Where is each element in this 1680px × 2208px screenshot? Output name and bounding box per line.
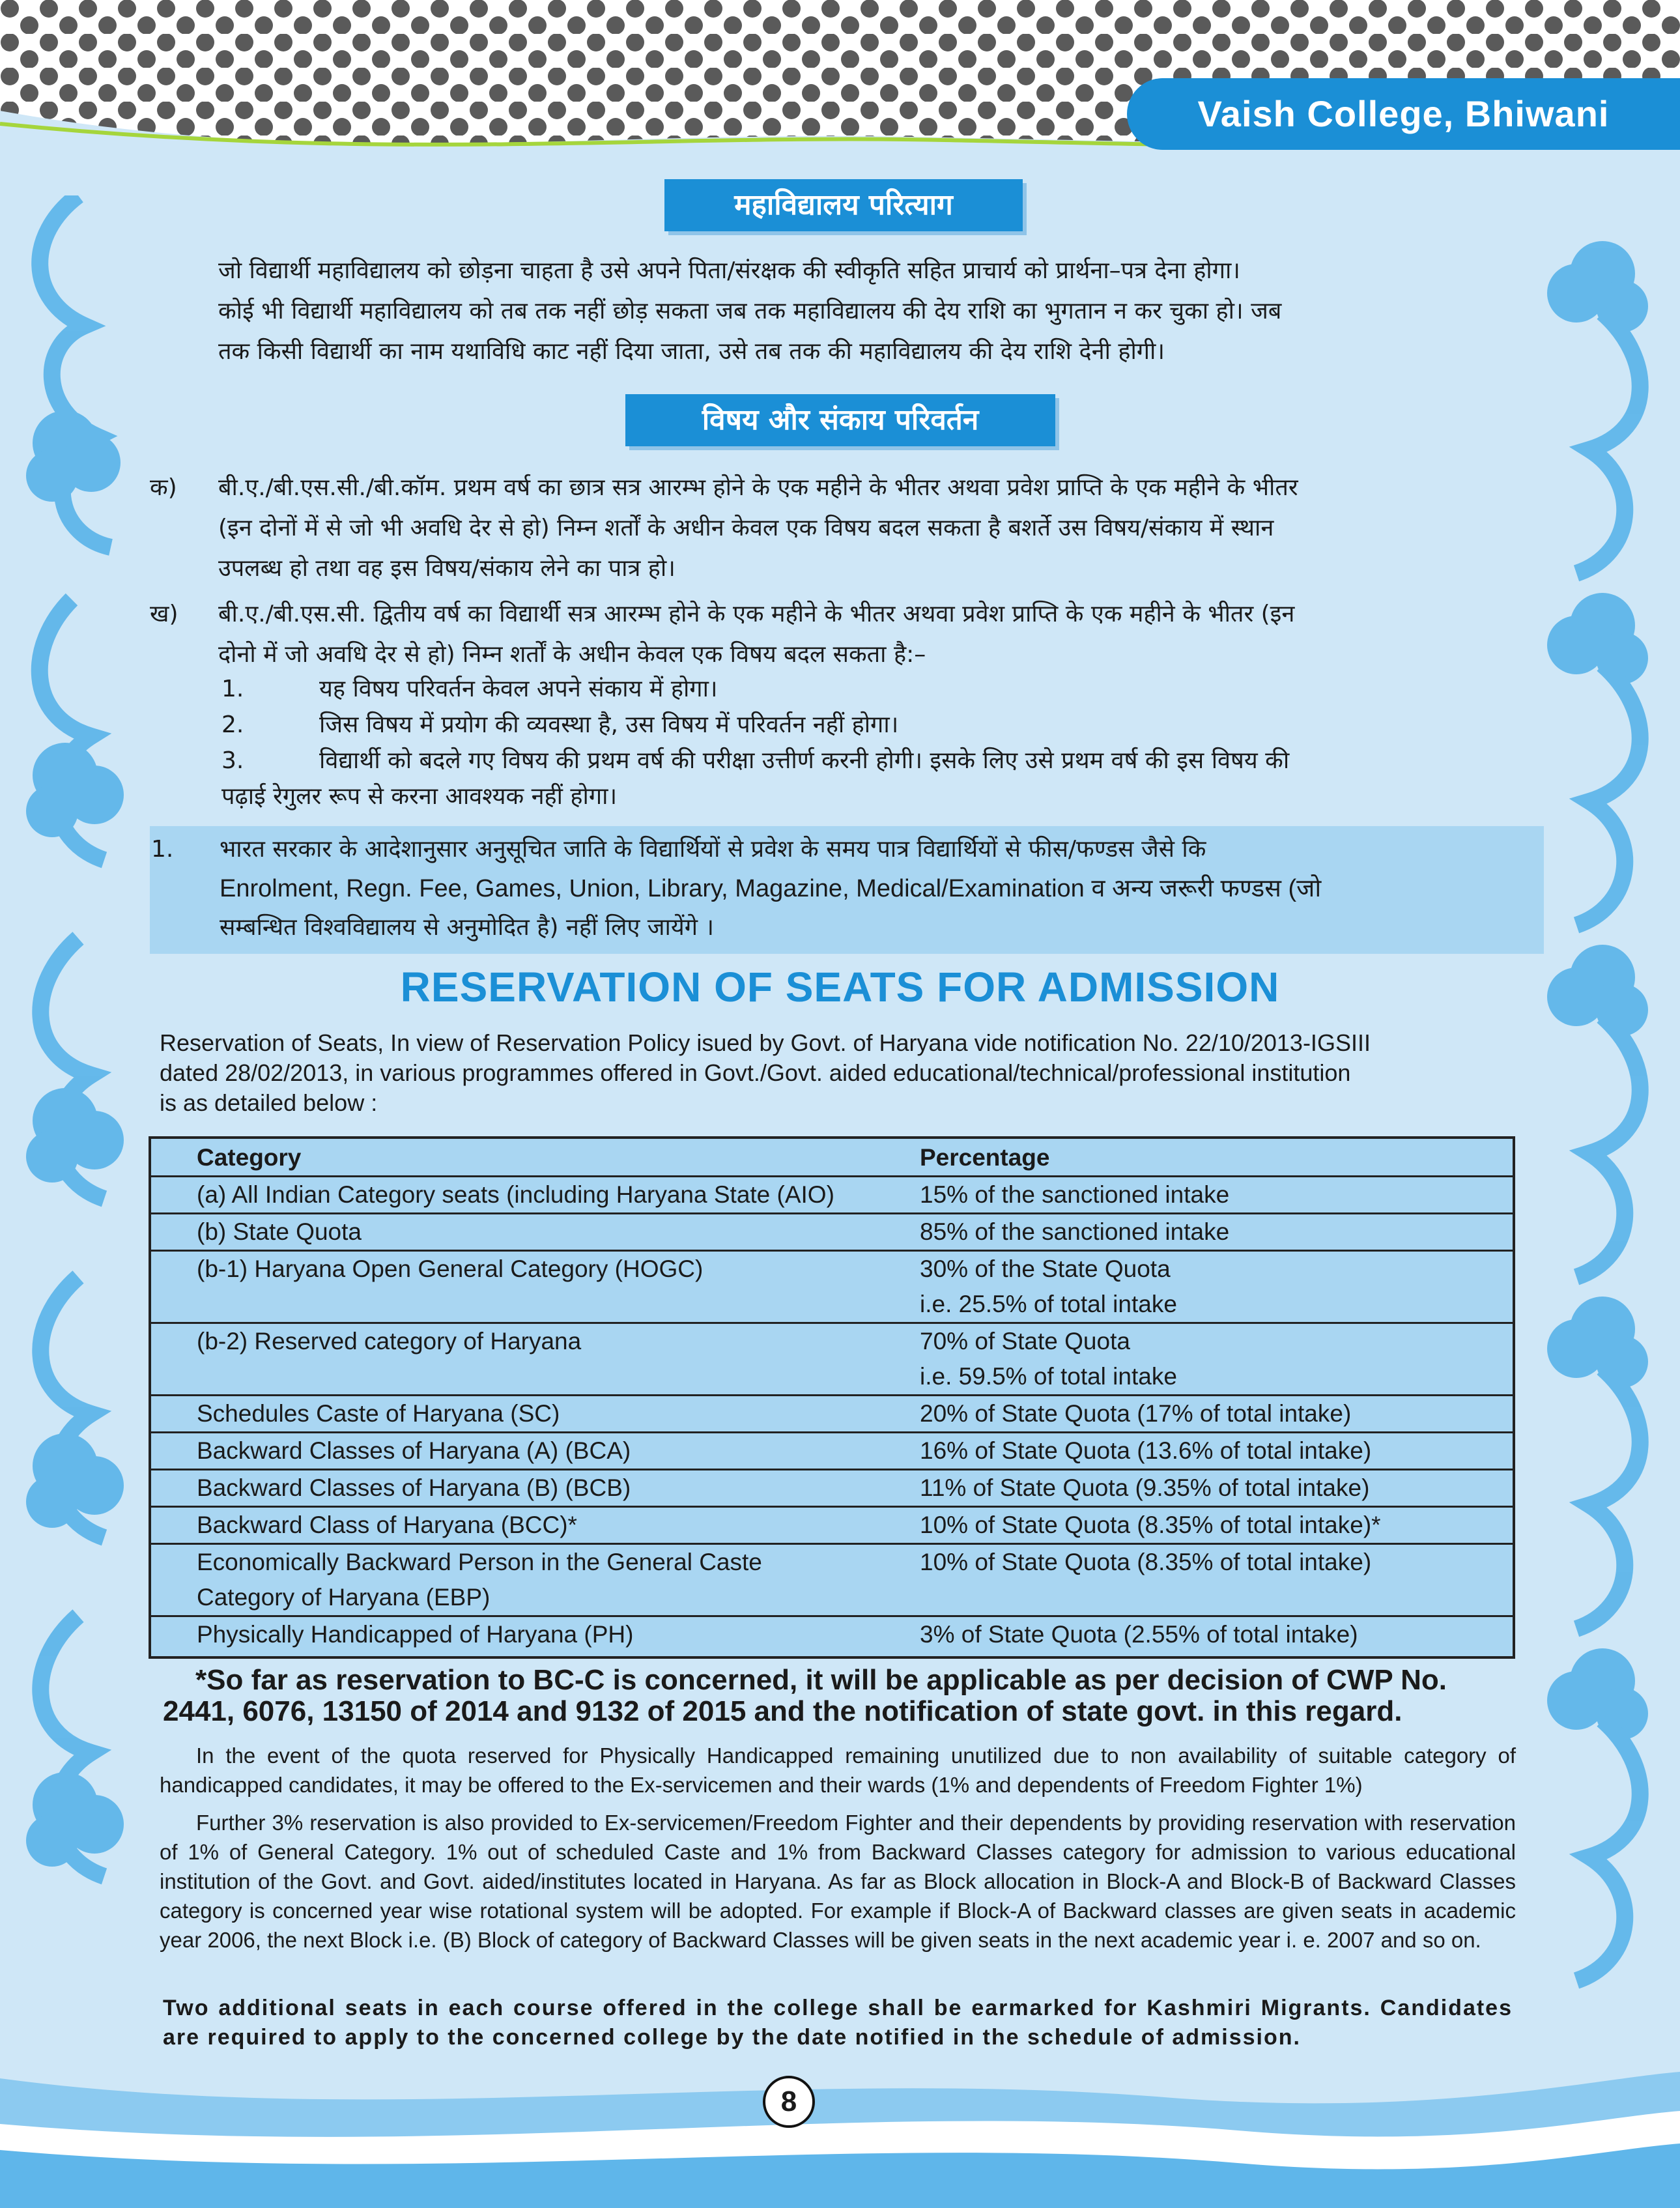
category-line: Category of Haryana (EBP) [197,1584,491,1611]
percentage-line: i.e. 59.5% of total intake [920,1363,1177,1390]
category-cell [150,1544,907,1616]
table-row [150,1251,1514,1323]
subject-change-item-b [150,594,1524,816]
percentage-cell [907,1323,1514,1396]
category-cell: Physically Handicapped of Haryana (PH) [197,1621,634,1648]
withdrawal-paragraph [218,251,1521,372]
category-cell: (b-2) Reserved category of Haryana [197,1328,582,1355]
percentage-cell: 16% of State Quota (13.6% of total intake) [920,1437,1372,1464]
subject-change-section-title: विषय और संकाय परिवर्तन [625,394,1055,446]
bcc-note [163,1664,1524,1727]
table-row [150,1544,1514,1616]
kashmiri-migrants-note: Two additional seats in each course offered in the college shall be earmarked for Kashmiri Migrants. Candidates are required to apply to the concerned college by the date notified in the schedule of admission. [163,1996,1513,2050]
sc-notice-line: Enrolment, Regn. Fee, Games, Union, Library, Magazine, Medical/Examination व अन्य जरूरी फण्डस (जो [220,875,1322,902]
table-row [150,1214,1514,1251]
reservation-intro [160,1028,1518,1118]
percentage-cell: 10% of State Quota (8.35% of total intake)* [920,1512,1381,1538]
intro-line: Reservation of Seats, In view of Reservation Policy isued by Govt. of Haryana vide notification No. 22/10/2013-IGSIII [160,1029,1371,1056]
bcc-note-line: *So far as reservation to BC-C is concerned, it will be applicable as per decision of CWP No. [195,1664,1447,1696]
percentage-cell: 85% of the sanctioned intake [920,1218,1230,1245]
withdrawal-section-title: महाविद्यालय परित्याग [664,179,1023,231]
withdrawal-line: जो विद्यार्थी महाविद्यालय को छोड़ना चाहता है उसे अपने पिता/संरक्षक की स्वीकृति सहित प्राचार्य को प्रार्थना–पत्र देना होगा। [218,257,1240,284]
intro-line: dated 28/02/2013, in various programmes offered in Govt./Govt. aided educational/technical/professional institution [160,1059,1351,1086]
percentage-line: i.e. 25.5% of total intake [920,1291,1177,1317]
condition-item [221,671,1524,707]
college-name-tab: Vaish College, Bhiwani [1127,78,1680,150]
table-row [150,1507,1514,1544]
table-row [150,1470,1514,1507]
category-cell: (a) All Indian Category seats (including Haryana State (AIO) [197,1181,834,1208]
category-cell: (b) State Quota [197,1218,362,1245]
condition-number: 1. [221,676,244,702]
bcc-note-line: 2441, 6076, 13150 of 2014 and 9132 of 2015 and the notification of state govt. in this regard. [163,1695,1402,1727]
percentage-cell: 3% of State Quota (2.55% of total intake) [920,1621,1358,1648]
table-row [150,1396,1514,1433]
category-line: Economically Backward Person in the General Caste [197,1549,762,1575]
withdrawal-line: कोई भी विद्यार्थी महाविद्यालय को तब तक नहीं छोड़ सकता जब तक महाविद्यालय की देय राशि का भुगतान न कर चुका हो। जब [218,298,1282,324]
page-number: 8 [763,2076,815,2128]
table-row [150,1177,1514,1214]
condition-number: 2. [221,711,244,738]
condition-text: विद्यार्थी को बदले गए विषय की प्रथम वर्ष की परीक्षा उत्तीर्ण करनी होगी। इसके लिए उसे प्रथम वर्ष की इस विषय की [319,747,1290,774]
category-cell: (b-1) Haryana Open General Category (HOGC) [197,1255,704,1282]
table-row [150,1616,1514,1658]
sc-notice-line: सम्बन्धित विश्वविद्यालय से अनुमोदित है) नहीं लिए जायेंगे । [220,914,715,941]
sc-notice [151,830,1526,954]
notice-number: 1. [151,836,174,863]
percentage-cell: 10% of State Quota (8.35% of total intake) [920,1549,1372,1575]
condition-text: जिस विषय में प्रयोग की व्यवस्था है, उस विषय में परिवर्तन नहीं होगा। [319,711,899,738]
bottom-wave-decoration [0,2052,1680,2208]
reservation-table [149,1136,1515,1659]
item-marker: क) [150,474,177,501]
floral-border-left [0,195,163,2085]
percentage-cell: 11% of State Quota (9.35% of total intake) [920,1474,1370,1501]
withdrawal-line: तक किसी विद्यार्थी का नाम यथाविधि काट नहीं दिया जाता, उसे तब तक की महाविद्यालय की देय राशि देनी होगी। [218,338,1165,365]
table-row [150,1323,1514,1396]
table-header-row [150,1138,1514,1177]
item-a-line: उपलब्ध हो तथा वह इस विषय/संकाय लेने का पात्र हो। [218,555,676,582]
category-cell: Backward Class of Haryana (BCC)* [197,1512,577,1538]
category-cell: Schedules Caste of Haryana (SC) [197,1400,560,1427]
percentage-line: 70% of State Quota [920,1328,1130,1355]
percentage-header: Percentage [920,1144,1050,1171]
item-b-line: बी.ए./बी.एस.सी. द्वितीय वर्ष का विद्यार्थी सत्र आरम्भ होने के एक महीने के भीतर अथवा प्रवेश प्राप्ति के एक महीने के भीतर (इन [218,601,1295,627]
subject-change-item-a [150,468,1524,598]
condition-text: यह विषय परिवर्तन केवल अपने संकाय में होगा। [319,676,718,702]
ex-servicemen-paragraph: Further 3% reservation is also provided to Ex-servicemen/Freedom Fighter and their dependents by providing reservation with reservation of 1% of General Category. 1% out of scheduled Caste and 1% from Backward Classes category for admission to various educational institution of the Govt. and Govt. aided/institutes located in Haryana. As far as Block allocation in Block-A and Block-B of Backward Classes category is concerned year wise rotational system will be adopted. For example if Block-A of Backward classes are given seats in academic year 2006, the next Block i.e. (B) Block of category of Backward Classes will be given seats in the next academic year i. e. 2007 and so on. [160,1811,1516,1952]
item-a-line: बी.ए./बी.एस.सी./बी.कॉम. प्रथम वर्ष का छात्र सत्र आरम्भ होने के एक महीने के भीतर अथवा प्रवेश प्राप्ति के एक महीने के भीतर [218,474,1298,501]
ph-paragraph: In the event of the quota reserved for Physically Handicapped remaining unutilized due to non availability of suitable category of handicapped candidates, it may be offered to the Ex-servicemen and their wards (1% and dependents of Freedom Fighter 1%) [160,1743,1516,1797]
item-a-line: (इन दोनों में से जो भी अवधि देर से हो) निम्न शर्तों के अधीन केवल एक विषय बदल सकता है बशर्ते उस विषय/संकाय में स्थान [218,515,1274,541]
condition-item [221,743,1524,779]
condition-number: 3. [221,747,244,774]
category-cell: Backward Classes of Haryana (B) (BCB) [197,1474,631,1501]
category-header: Category [197,1144,302,1171]
sc-notice-line: भारत सरकार के आदेशानुसार अनुसूचित जाति के विद्यार्थियों से प्रवेश के समय पात्र विद्यार्थियों से फीस/फण्डस जैसे कि [220,836,1206,863]
percentage-cell [907,1251,1514,1323]
intro-line: is as detailed below : [160,1089,378,1116]
condition-continuation: पढ़ाई रेगुलर रूप से करना आवश्यक नहीं होगा। [221,783,618,810]
percentage-cell: 15% of the sanctioned intake [920,1181,1230,1208]
percentage-line: 30% of the State Quota [920,1255,1171,1282]
category-cell: Backward Classes of Haryana (A) (BCA) [197,1437,631,1464]
reservation-title: RESERVATION OF SEATS FOR ADMISSION [400,964,1280,1011]
condition-item [221,707,1524,743]
item-b-line: दोनो में जो अवधि देर से हो) निम्न शर्तों के अधीन केवल एक विषय बदल सकता है:– [218,641,926,668]
floral-border-right [1518,195,1680,2085]
percentage-cell: 20% of State Quota (17% of total intake) [920,1400,1352,1427]
table-row [150,1433,1514,1470]
item-marker: ख) [150,601,178,627]
